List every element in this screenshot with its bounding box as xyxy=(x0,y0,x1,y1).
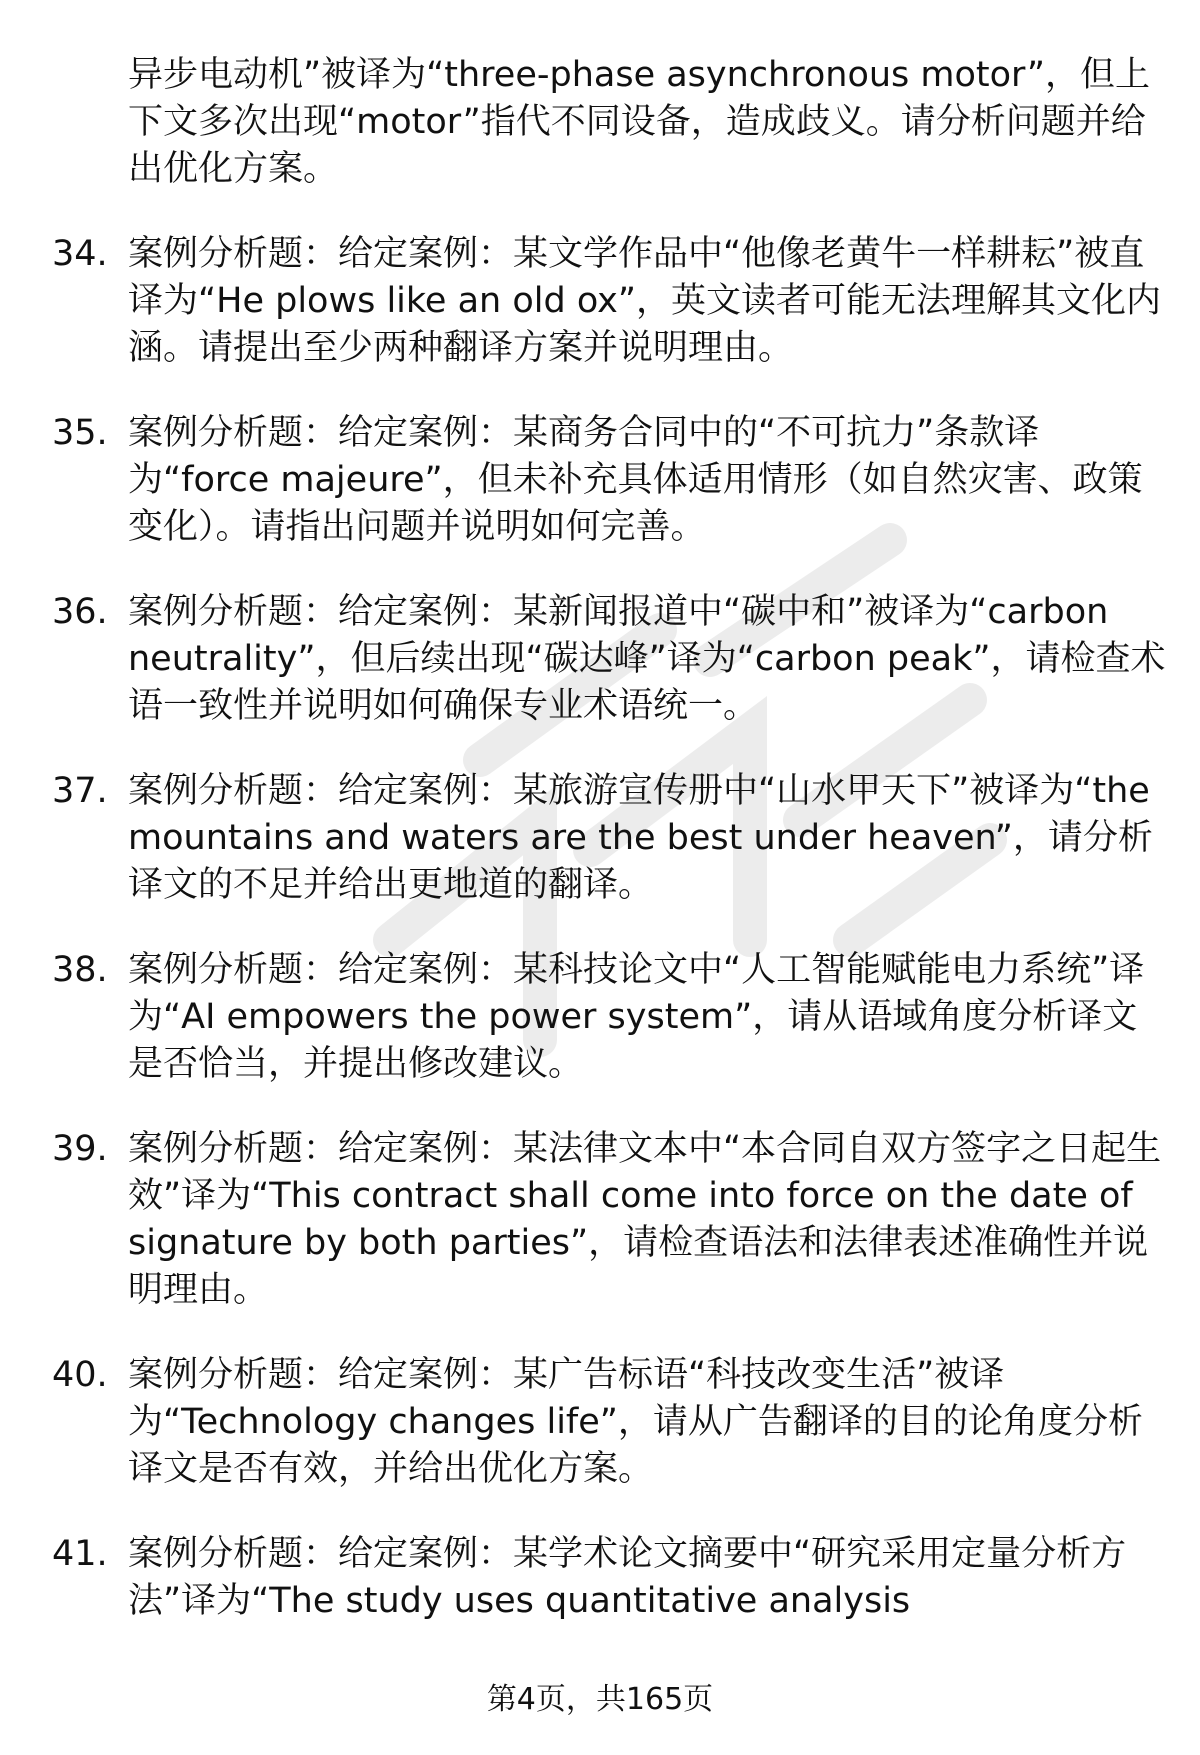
question-item xyxy=(0,589,1168,730)
question-text: 案例分析题：给定案例：某旅游宣传册中“山水甲天下”被译为“the mountains and waters are the best under heaven”，请分析译文的不足并给出更地道的翻译。 xyxy=(128,771,1153,905)
question-text: 案例分析题：给定案例：某学术论文摘要中“研究采用定量分析方法”译为“The study uses quantitative analysis xyxy=(128,1534,1127,1621)
question-text: 案例分析题：给定案例：某商务合同中的“不可抗力”条款译为“force majeure”，但未补充具体适用情形（如自然灾害、政策变化）。请指出问题并说明如何完善。 xyxy=(128,413,1143,547)
question-text: 案例分析题：给定案例：某新闻报道中“碳中和”被译为“carbon neutrality”，但后续出现“碳达峰”译为“carbon peak”，请检查术语一致性并说明如何确保专业术语统一。 xyxy=(128,592,1166,726)
question-continuation: 异步电动机”被译为“three-phase asynchronous motor”，但上下文多次出现“motor”指代不同设备，造成歧义。请分析问题并给出优化方案。 xyxy=(128,55,1151,189)
question-number: 36. xyxy=(52,592,108,632)
question-item xyxy=(0,231,1168,372)
question-item xyxy=(0,768,1168,909)
question-text: 案例分析题：给定案例：某广告标语“科技改变生活”被译为“Technology changes life”，请从广告翻译的目的论角度分析译文是否有效，并给出优化方案。 xyxy=(128,1355,1143,1489)
question-number: 38. xyxy=(52,950,108,990)
question-item xyxy=(0,1126,1168,1314)
question-item xyxy=(0,410,1168,551)
question-number: 35. xyxy=(52,413,108,453)
question-number: 34. xyxy=(52,234,108,274)
question-number: 41. xyxy=(52,1534,108,1574)
question-number: 39. xyxy=(52,1129,108,1169)
question-item xyxy=(0,1531,1168,1625)
question-text: 案例分析题：给定案例：某科技论文中“人工智能赋能电力系统”译为“AI empowers the power system”，请从语域角度分析译文是否恰当，并提出修改建议。 xyxy=(128,950,1145,1084)
question-number: 37. xyxy=(52,771,108,811)
question-item xyxy=(0,1352,1168,1493)
question-item xyxy=(0,947,1168,1088)
page-number-footer: 第4页，共165页 xyxy=(486,1682,714,1717)
question-text: 案例分析题：给定案例：某法律文本中“本合同自双方签字之日起生效”译为“This contract shall come into force on the date of signature by both parties”，请检查语法和法律表述准确性并说明理由。 xyxy=(128,1129,1162,1310)
question-text: 案例分析题：给定案例：某文学作品中“他像老黄牛一样耕耘”被直译为“He plows like an old ox”，英文读者可能无法理解其文化内涵。请提出至少两种翻译方案并说明理由。 xyxy=(128,234,1161,368)
question-number: 40. xyxy=(52,1355,108,1395)
document-page xyxy=(0,52,1200,1625)
